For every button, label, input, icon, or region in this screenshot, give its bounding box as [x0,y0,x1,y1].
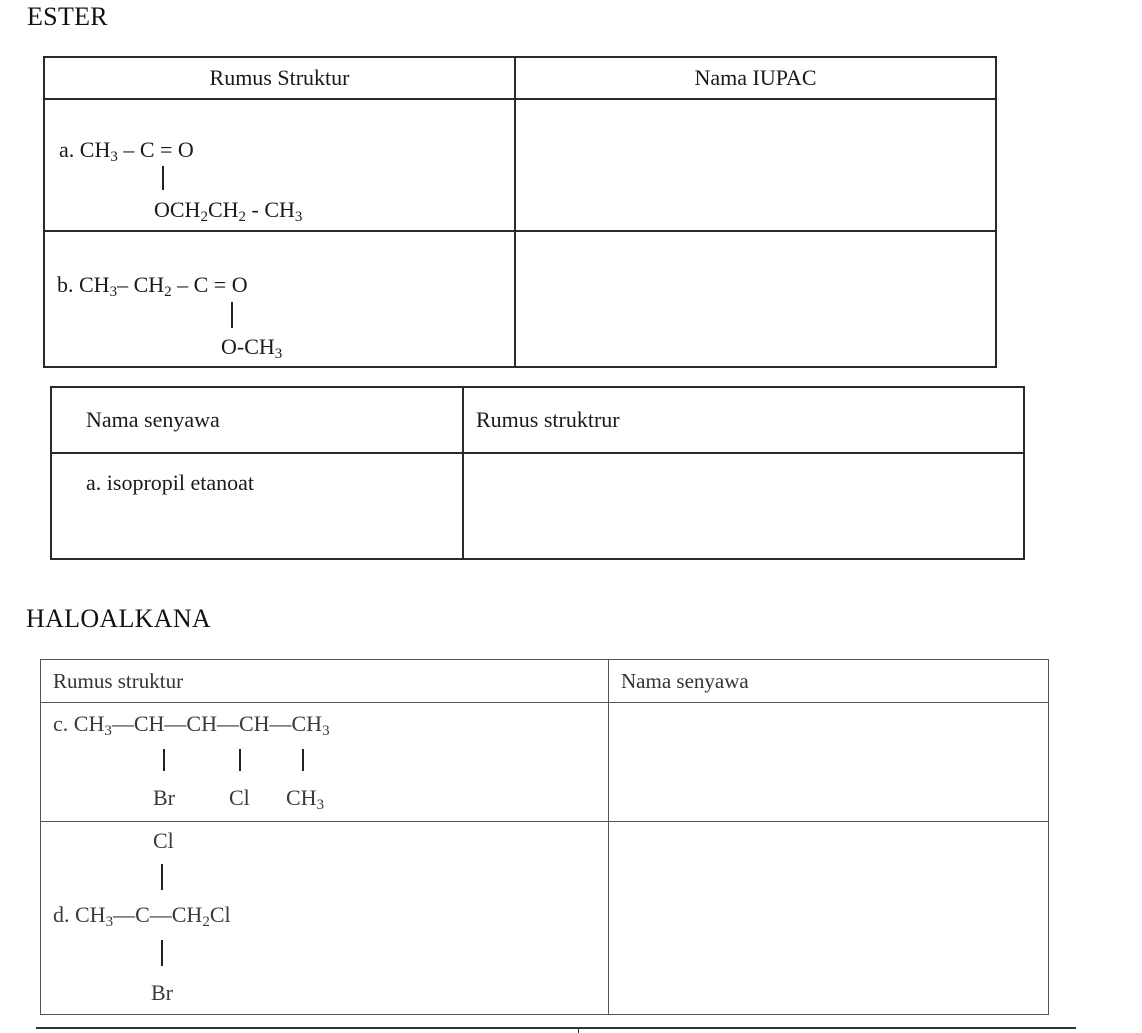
column-header-nama-senyawa: Nama senyawa [609,660,1049,703]
substituent-ch3: $CH_3$ [286,785,325,813]
next-table-top-border [36,1027,1076,1029]
formula-d-chain: d. $CH_3—C—CH_2Cl$ [53,902,231,930]
answer-cell-a[interactable] [515,99,996,231]
bond-line [161,940,163,966]
column-header-rumus-struktur: Rumus Struktur [44,57,515,99]
answer-cell-isopropil-etanoat[interactable] [463,453,1024,559]
compound-name-a: a. isopropil etanoat [51,453,463,559]
substituent-cl: Cl [229,785,250,810]
section-title-ester: ESTER [27,2,108,31]
structure-cell-d [41,822,609,1015]
answer-cell-b[interactable] [515,231,996,367]
bond-line [239,749,241,771]
column-header-nama-iupac: Nama IUPAC [515,57,996,99]
answer-cell-d[interactable] [609,822,1049,1015]
ester-iupac-table [43,56,997,368]
next-table-divider [578,1027,579,1033]
substituent-br: Br [153,785,175,810]
answer-cell-c[interactable] [609,703,1049,822]
structure-cell-c [41,703,609,822]
column-header-nama-senyawa: Nama senyawa [51,387,463,453]
haloalkana-table [40,659,1049,1015]
structure-cell-a [44,99,515,231]
formula-c-chain: c. $CH_3—CH—CH—CH—CH_3$ [53,711,330,739]
substituent-br-bottom: Br [151,980,173,1005]
column-header-rumus-struktur: Rumus struktur [41,660,609,703]
formula-b-main: b. $CH_3-$ $CH_2 - C = O$ [57,272,248,300]
column-header-rumus-struktrur: Rumus struktrur [463,387,1024,453]
section-title-haloalkana: HALOALKANA [26,604,211,633]
bond-line [163,749,165,771]
bond-line [231,302,233,328]
formula-a-branch: $OCH_2CH_2 - CH_3$ [154,197,303,225]
bond-line [161,864,163,890]
formula-a-main: a. $CH_3 - C = O$ [59,137,194,165]
bond-line [162,166,164,190]
structure-cell-b [44,231,515,367]
bond-line [302,749,304,771]
formula-b-branch: $O-CH_3$ [221,334,283,362]
ester-structure-table [50,386,1025,560]
substituent-cl-top: Cl [153,828,174,853]
